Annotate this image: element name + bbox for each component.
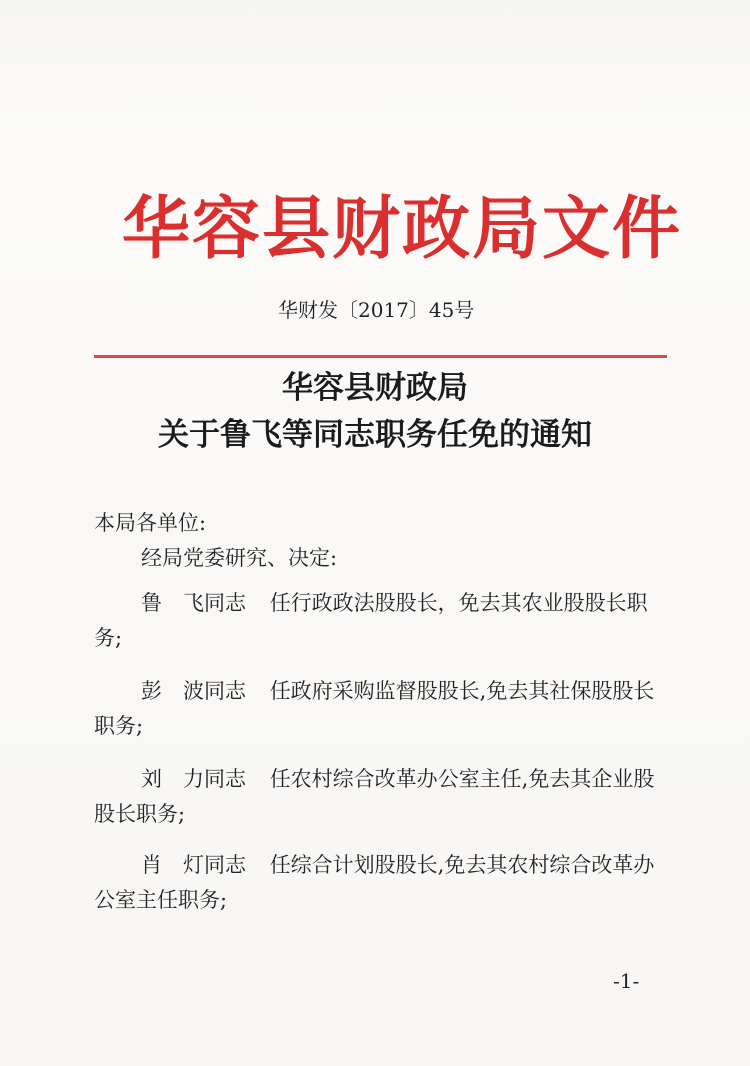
- entry-continuation: 职务;: [94, 714, 144, 738]
- person-name: 肖 灯同志: [141, 853, 246, 877]
- entry-continuation: 股长职务;: [94, 802, 186, 826]
- person-name: 彭 波同志: [141, 679, 246, 703]
- entry-continuation: 务;: [94, 626, 123, 650]
- header-divider: [94, 355, 667, 358]
- entry-line: [141, 674, 654, 708]
- person-name: 鲁 飞同志: [141, 591, 246, 615]
- entry-line: [141, 848, 654, 882]
- person-name: 刘 力同志: [141, 767, 246, 791]
- entry-continuation: 公室主任职务;: [94, 888, 228, 912]
- page-number: -1-: [613, 969, 640, 993]
- entry-line: [141, 586, 648, 620]
- document-header-title: 华容县财政局文件: [122, 189, 683, 269]
- intro-text: 经局党委研究、决定:: [141, 546, 338, 570]
- notice-title-line-2: 关于鲁飞等同志职务任免的通知: [158, 417, 592, 453]
- duty-text: 任政府采购监督股股长,免去其社保股股长: [269, 679, 655, 703]
- duty-text: 任行政政法股股长，免去其农业股股长职: [269, 591, 648, 615]
- notice-title-line-1: 华容县财政局: [282, 370, 468, 406]
- entry-line: [141, 762, 654, 796]
- duty-text: 任综合计划股股长,免去其农村综合改革办: [269, 853, 655, 877]
- salutation: 本局各单位:: [94, 511, 207, 535]
- duty-text: 任农村综合改革办公室主任,免去其企业股: [269, 767, 655, 791]
- document-number: 华财发〔2017〕45号: [278, 298, 475, 322]
